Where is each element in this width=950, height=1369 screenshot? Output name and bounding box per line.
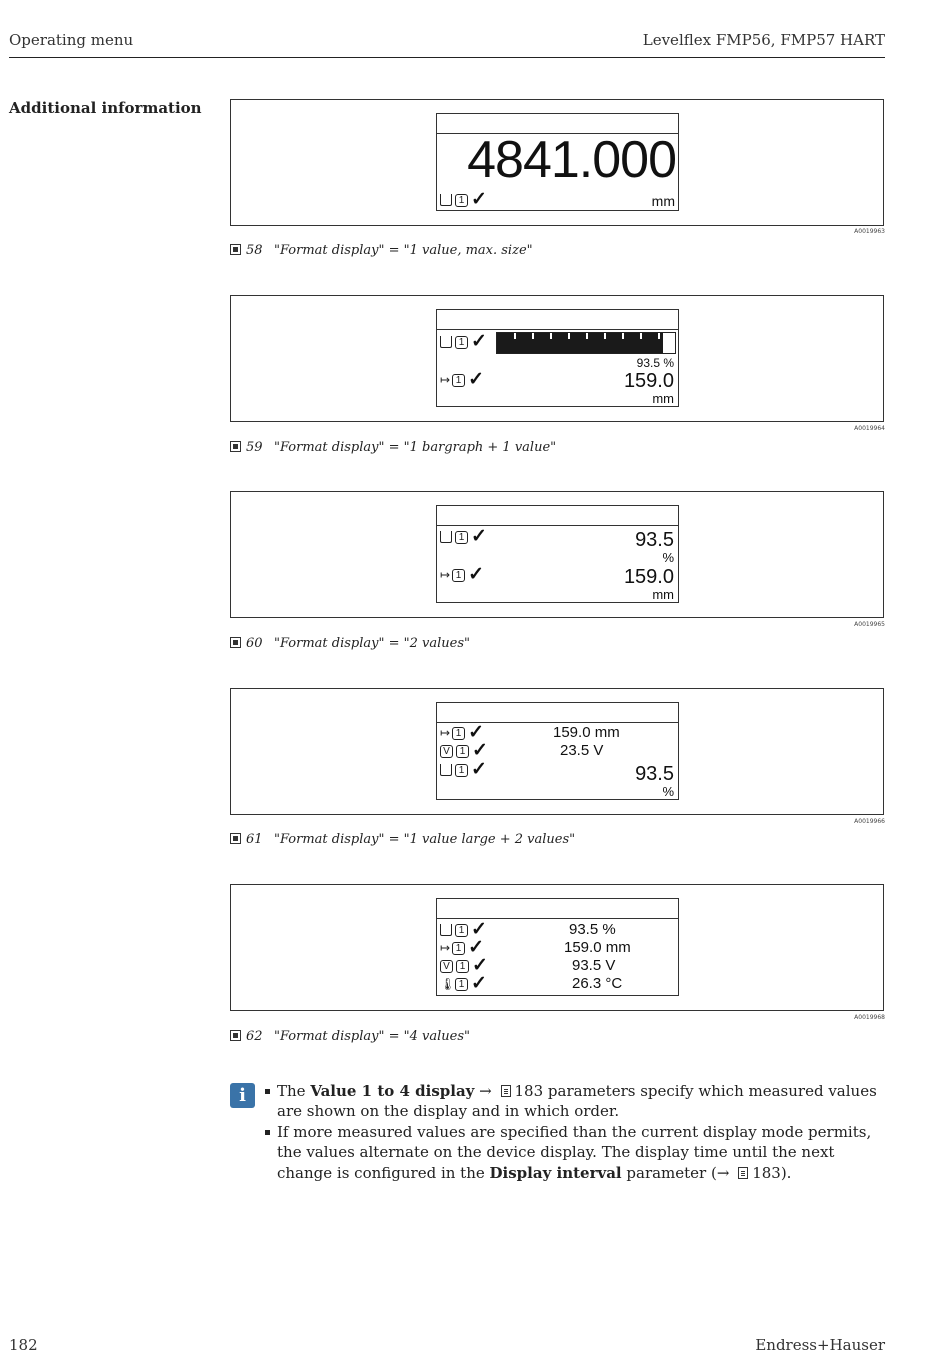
figure-id: A0019965 bbox=[854, 621, 885, 628]
channel-icon: 1 bbox=[455, 924, 468, 937]
check-icon: ✓ bbox=[468, 564, 484, 585]
page-ref[interactable]: 183 bbox=[514, 1082, 544, 1100]
lcd-unit: mm bbox=[652, 587, 674, 602]
check-icon: ✓ bbox=[471, 973, 487, 994]
figure-caption: 58 "Format display" = "1 value, max. size" bbox=[230, 243, 533, 258]
check-icon: ✓ bbox=[471, 759, 487, 780]
lcd-unit: % bbox=[662, 550, 674, 565]
voltage-icon: V bbox=[440, 745, 453, 758]
figure-icon bbox=[230, 441, 241, 452]
figure-id: A0019968 bbox=[854, 1014, 885, 1021]
channel-icon: 1 bbox=[455, 194, 468, 207]
figure-caption: 59 "Format display" = "1 bargraph + 1 value" bbox=[230, 440, 556, 455]
channel-icon: 1 bbox=[452, 374, 465, 387]
tank-icon bbox=[440, 531, 452, 543]
check-icon: ✓ bbox=[468, 937, 484, 958]
lcd-unit: mm bbox=[652, 391, 674, 406]
lcd-display bbox=[436, 309, 679, 407]
lcd-row-value: 93.5 V bbox=[572, 957, 616, 974]
header-left: Operating menu bbox=[9, 31, 134, 49]
channel-icon: 1 bbox=[455, 978, 468, 991]
figure-62-box bbox=[230, 884, 884, 1011]
lcd-small-value: 23.5 V bbox=[560, 742, 604, 759]
channel-icon: 1 bbox=[455, 336, 468, 349]
check-icon: ✓ bbox=[472, 740, 488, 761]
figure-icon bbox=[230, 244, 241, 255]
lcd-display bbox=[436, 505, 679, 603]
voltage-icon: V bbox=[440, 960, 453, 973]
check-icon: ✓ bbox=[472, 955, 488, 976]
lcd-display bbox=[436, 898, 679, 996]
lcd-row-value: 93.5 % bbox=[569, 921, 616, 938]
info-icon: i bbox=[230, 1083, 255, 1108]
page-number: 182 bbox=[9, 1336, 38, 1354]
page-ref-icon bbox=[738, 1167, 748, 1179]
footer-brand: Endress+Hauser bbox=[755, 1336, 885, 1354]
bargraph-fill bbox=[497, 333, 663, 353]
display-interval-param: Display interval bbox=[489, 1163, 622, 1182]
figure-58-box bbox=[230, 99, 884, 226]
lcd-value: 93.5 bbox=[635, 529, 674, 551]
lcd-value: 159.0 bbox=[623, 566, 674, 588]
lcd-row-value: 159.0 mm bbox=[564, 939, 631, 956]
thermometer-icon: 🌡 bbox=[440, 977, 456, 991]
figure-icon bbox=[230, 833, 241, 844]
check-icon: ✓ bbox=[471, 526, 487, 547]
bargraph bbox=[496, 332, 676, 354]
channel-icon: 1 bbox=[455, 531, 468, 544]
channel-icon: 1 bbox=[456, 960, 469, 973]
header-right: Levelflex FMP56, FMP57 HART bbox=[642, 31, 885, 49]
value-display-param: Value 1 to 4 display bbox=[310, 1082, 475, 1100]
page-ref[interactable]: 183 bbox=[752, 1163, 781, 1182]
check-icon: ✓ bbox=[471, 189, 487, 210]
lcd-small-value: 159.0 mm bbox=[553, 724, 620, 741]
tank-icon bbox=[440, 764, 452, 776]
arrow-icon: ↦ bbox=[440, 941, 450, 955]
figure-61-box bbox=[230, 688, 884, 815]
lcd-unit: % bbox=[662, 784, 674, 799]
check-icon: ✓ bbox=[468, 369, 484, 390]
channel-icon: 1 bbox=[452, 942, 465, 955]
figure-id: A0019966 bbox=[854, 818, 885, 825]
figure-icon bbox=[230, 1030, 241, 1041]
figure-icon bbox=[230, 637, 241, 648]
check-icon: ✓ bbox=[471, 919, 487, 940]
tank-icon bbox=[440, 194, 452, 206]
lcd-value: 93.5 bbox=[635, 763, 674, 785]
note-bullet-1: The Value 1 to 4 display → 183 parameters specify which measured values are shown on the display and in which order. bbox=[277, 1081, 885, 1122]
lcd-value-large: 4841.000 bbox=[467, 131, 676, 189]
section-heading: Additional information bbox=[9, 99, 202, 117]
figure-caption: 61 "Format display" = "1 value large + 2 values" bbox=[230, 832, 575, 847]
lcd-row-value: 26.3 °C bbox=[572, 975, 623, 992]
figure-60-box bbox=[230, 491, 884, 618]
header-divider bbox=[9, 57, 885, 58]
channel-icon: 1 bbox=[455, 764, 468, 777]
channel-icon: 1 bbox=[452, 727, 465, 740]
arrow-icon: ↦ bbox=[440, 568, 450, 582]
check-icon: ✓ bbox=[468, 722, 484, 743]
figure-caption: 60 "Format display" = "2 values" bbox=[230, 636, 470, 651]
tank-icon bbox=[440, 924, 452, 936]
figure-caption: 62 "Format display" = "4 values" bbox=[230, 1029, 470, 1044]
arrow-icon: ↦ bbox=[440, 373, 450, 387]
arrow-icon: ↦ bbox=[440, 726, 450, 740]
page-ref-icon bbox=[501, 1085, 511, 1097]
lcd-value: 159.0 bbox=[623, 370, 674, 392]
bargraph-label: 93.5 % bbox=[636, 356, 674, 370]
info-note bbox=[230, 1081, 885, 1183]
figure-59-box bbox=[230, 295, 884, 422]
figure-id: A0019964 bbox=[854, 425, 885, 432]
figure-id: A0019963 bbox=[854, 228, 885, 235]
channel-icon: 1 bbox=[452, 569, 465, 582]
lcd-display bbox=[436, 702, 679, 800]
tank-icon bbox=[440, 336, 452, 348]
channel-icon: 1 bbox=[456, 745, 469, 758]
lcd-unit: mm bbox=[651, 193, 675, 209]
note-bullet-2: If more measured values are specified than the current display mode permits, the values alternate on the device display. The display time until the next change is configured in the Display interval parameter (→ 183). bbox=[277, 1122, 885, 1183]
check-icon: ✓ bbox=[471, 331, 487, 352]
lcd-display bbox=[436, 113, 679, 211]
